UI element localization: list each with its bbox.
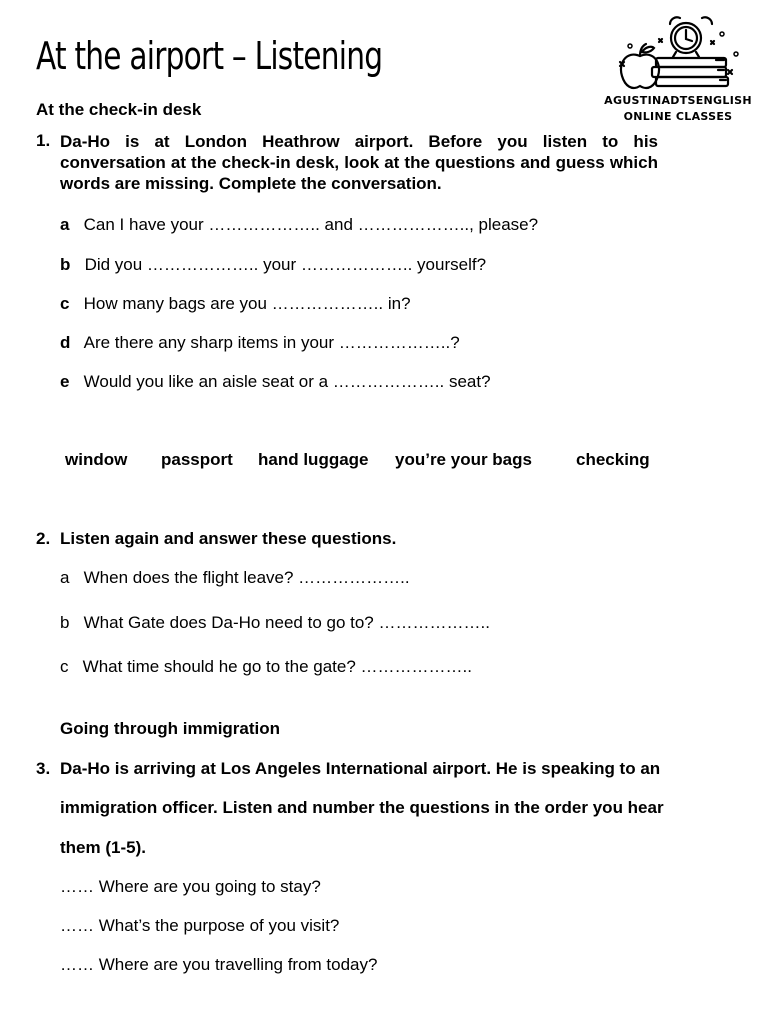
brand-logo-text: [602, 93, 754, 125]
word-bank-item: passport: [161, 450, 233, 469]
q1-item-d: [60, 333, 460, 353]
question-3-number: 3.: [36, 759, 51, 778]
item-letter: a: [60, 215, 70, 234]
item-text: When does the flight leave? ………………..: [83, 568, 410, 587]
word-bank-item: window: [65, 450, 128, 469]
item-text: Can I have your ……………….. and ……………….., please?: [83, 215, 539, 234]
item-letter: b: [60, 255, 71, 274]
q2-item-b: [60, 613, 490, 633]
item-letter: c: [60, 294, 70, 313]
question-3-line-1: Da-Ho is arriving at Los Angeles International airport. He is speaking to an: [60, 759, 661, 778]
item-text: What Gate does Da-Ho need to go to? ………………..: [83, 613, 490, 632]
question-1-text: Da-Ho is at London Heathrow airport. Before you listen to his conversation at the check-in desk, look at the questions and guess which words are missing. Complete the conversation.: [60, 132, 658, 193]
item-letter: b: [60, 613, 70, 632]
q1-item-e: [60, 372, 491, 392]
q1-item-a: [60, 215, 538, 235]
question-3-line-3: them (1-5).: [60, 838, 146, 857]
alarm-clock-books-apple-icon: [610, 8, 742, 94]
brand-tagline: ONLINE CLASSES: [623, 110, 733, 123]
item-text: Would you like an aisle seat or a ……………….. seat?: [83, 372, 491, 391]
q3-item: …… What’s the purpose of you visit?: [60, 916, 340, 935]
q1-item-c: [60, 294, 411, 314]
q3-item: …… Where are you travelling from today?: [60, 955, 378, 974]
item-text: Are there any sharp items in your ………………..?: [83, 333, 460, 352]
item-letter: e: [60, 372, 70, 391]
question-2-text: Listen again and answer these questions.: [60, 529, 397, 548]
page-title: At the airport – Listening: [36, 34, 383, 78]
question-2-number: 2.: [36, 529, 51, 548]
question-1-number: 1.: [36, 131, 51, 150]
brand-name: AGUSTINADTSENGLISH: [604, 94, 752, 107]
item-text: Did you ……………….. your ……………….. yourself?: [84, 255, 487, 274]
word-bank-item: checking: [576, 450, 650, 469]
section-heading-check-in: At the check-in desk: [36, 100, 202, 119]
question-3-line-2: immigration officer. Listen and number the questions in the order you hear: [60, 798, 664, 817]
section-heading-immigration: Going through immigration: [60, 719, 281, 738]
q3-item: …… Where are you going to stay?: [60, 877, 321, 896]
q2-item-a: [60, 568, 410, 588]
q2-item-c: [60, 657, 472, 677]
item-text: What time should he go to the gate? ………………..: [82, 657, 472, 676]
word-bank-item: hand luggage: [258, 450, 369, 469]
item-text: How many bags are you ……………….. in?: [83, 294, 411, 313]
item-letter: d: [60, 333, 71, 352]
q1-item-b: [60, 255, 486, 275]
word-bank-item: you’re your bags: [395, 450, 532, 469]
item-letter: c: [60, 657, 69, 676]
item-letter: a: [60, 568, 70, 587]
